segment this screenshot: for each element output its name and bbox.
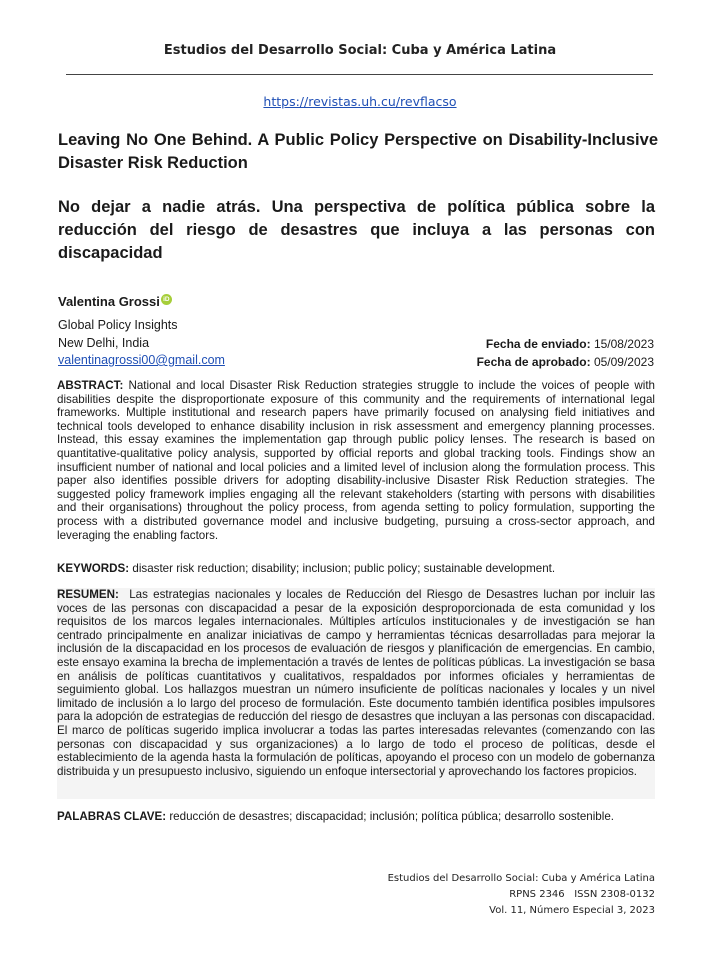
- keywords-section: [57, 562, 655, 575]
- author-location: New Delhi, India: [58, 336, 150, 350]
- palabras-clave-section: [57, 810, 655, 823]
- keywords-text: disaster risk reduction; disability; inclusion; public policy; sustainable development.: [132, 562, 556, 575]
- footer-issn: RPNS 2346 ISSN 2308-0132: [509, 889, 655, 900]
- abstract-label: ABSTRACT:: [57, 379, 124, 392]
- author-block: [58, 294, 172, 309]
- date-sent-label: Fecha de enviado:: [485, 337, 591, 351]
- article-title-spanish: No dejar a nadie atrás. Una perspectiva de política pública sobre la reducción del riesgo de desastres que incluya a las personas con discapacidad: [58, 198, 655, 262]
- keywords-label: KEYWORDS:: [57, 562, 130, 575]
- date-approved: [477, 355, 654, 369]
- palabras-clave-label: PALABRAS CLAVE:: [57, 810, 167, 823]
- abstract-section: [57, 379, 655, 555]
- abstract-text: National and local Disaster Risk Reduction strategies struggle to include the voices of people with disabilities despite the disproportionate exposure of this community and the requirements of international legal frameworks. Multiple institutional and research papers have primarily focused on analysing field initiatives and technical tools developed to enhance disability inclusion in risk assessment and emergency planning processes. Instead, this essay examines the implementation gap through public policy lenses. The research is based on quantitative-qualitative policy analysis, supported by official reports and global tracking tools. Findings show an insufficient number of national and local policies and a limited level of inclusion along the formulation process. This paper also identifies possible drivers for adopting disability-inclusive Disaster Risk Reduction strategies. The suggested policy framework implies engaging all the relevant stakeholders (starting with persons with disabilities and their organisations) throughout the policy process, from agenda setting to policy formulation, supporting the process with a distributed governance model and inclusive budgeting, pursuing a cross-sector approach, and leveraging the enabling factors.: [57, 379, 655, 542]
- resumen-text: Las estrategias nacionales y locales de Reducción del Riesgo de Desastres luchan por incluir las voces de las personas con discapacidad a pesar de la exposición desproporcionada de esta comunidad y los requisitos de los marcos legales internacionales. Múltiples artículos institucionales y de investigación se han centrado principalmente en analizar iniciativas de campo y herramientas técnicas desarrolladas para mejorar la inclusión de la discapacidad en los procesos de evaluación de riesgos y planificación de emergencias. En cambio, este ensayo examina la brecha de implementación a través de lentes de políticas públicas. La investigación se basa en análisis de políticas cuantitativos y cualitativos, respaldados por informes oficiales y herramientas de seguimiento global. Los hallazgos muestran un número insuficiente de políticas nacionales y locales y un nivel limitado de inclusión a lo largo del proceso de formulación. Este documento también identifica posibles impulsores para la adopción de estrategias de reducción del riesgo de desastres que incluyan a las personas con discapacidad. El marco de políticas sugerido implica involucrar a todas las partes interesadas relevantes (comenzando con las personas con discapacidad y sus organizaciones) a lo largo de todo el proceso de políticas, desde el establecimiento de la agenda hasta la formulación de políticas, apoyando el proceso con un modelo de gobernanza distribuida y un presupuesto inclusivo, siguiendo un enfoque intersectorial y aprovechando los factores propicios.: [57, 588, 655, 778]
- orcid-icon[interactable]: iD: [161, 294, 172, 305]
- footer-block: [355, 871, 655, 919]
- date-sent-value: 15/08/2023: [593, 337, 654, 351]
- article-title-english: Leaving No One Behind. A Public Policy Perspective on Disability-Inclusive Disaster Risk Reduction: [58, 131, 658, 172]
- author-email-link[interactable]: valentinagrossi00@gmail.com: [58, 353, 225, 367]
- header-divider: [66, 74, 653, 75]
- date-approved-value: 05/09/2023: [593, 355, 654, 369]
- resumen-label: RESUMEN:: [57, 588, 119, 601]
- journal-title: Estudios del Desarrollo Social: Cuba y América Latina: [163, 43, 557, 58]
- palabras-clave-text: reducción de desastres; discapacidad; inclusión; política pública; desarrollo sostenible.: [169, 810, 614, 823]
- date-approved-label: Fecha de aprobado:: [476, 355, 591, 369]
- resumen-section: [57, 588, 655, 799]
- author-name: Valentina Grossi: [58, 294, 160, 309]
- footer-volume: Vol. 11, Número Especial 3, 2023: [489, 905, 655, 916]
- date-sent: [486, 337, 654, 351]
- footer-journal: Estudios del Desarrollo Social: Cuba y América Latina: [387, 873, 655, 884]
- journal-url-link[interactable]: https://revistas.uh.cu/revflacso: [263, 94, 457, 109]
- author-institution: Global Policy Insights: [58, 318, 178, 332]
